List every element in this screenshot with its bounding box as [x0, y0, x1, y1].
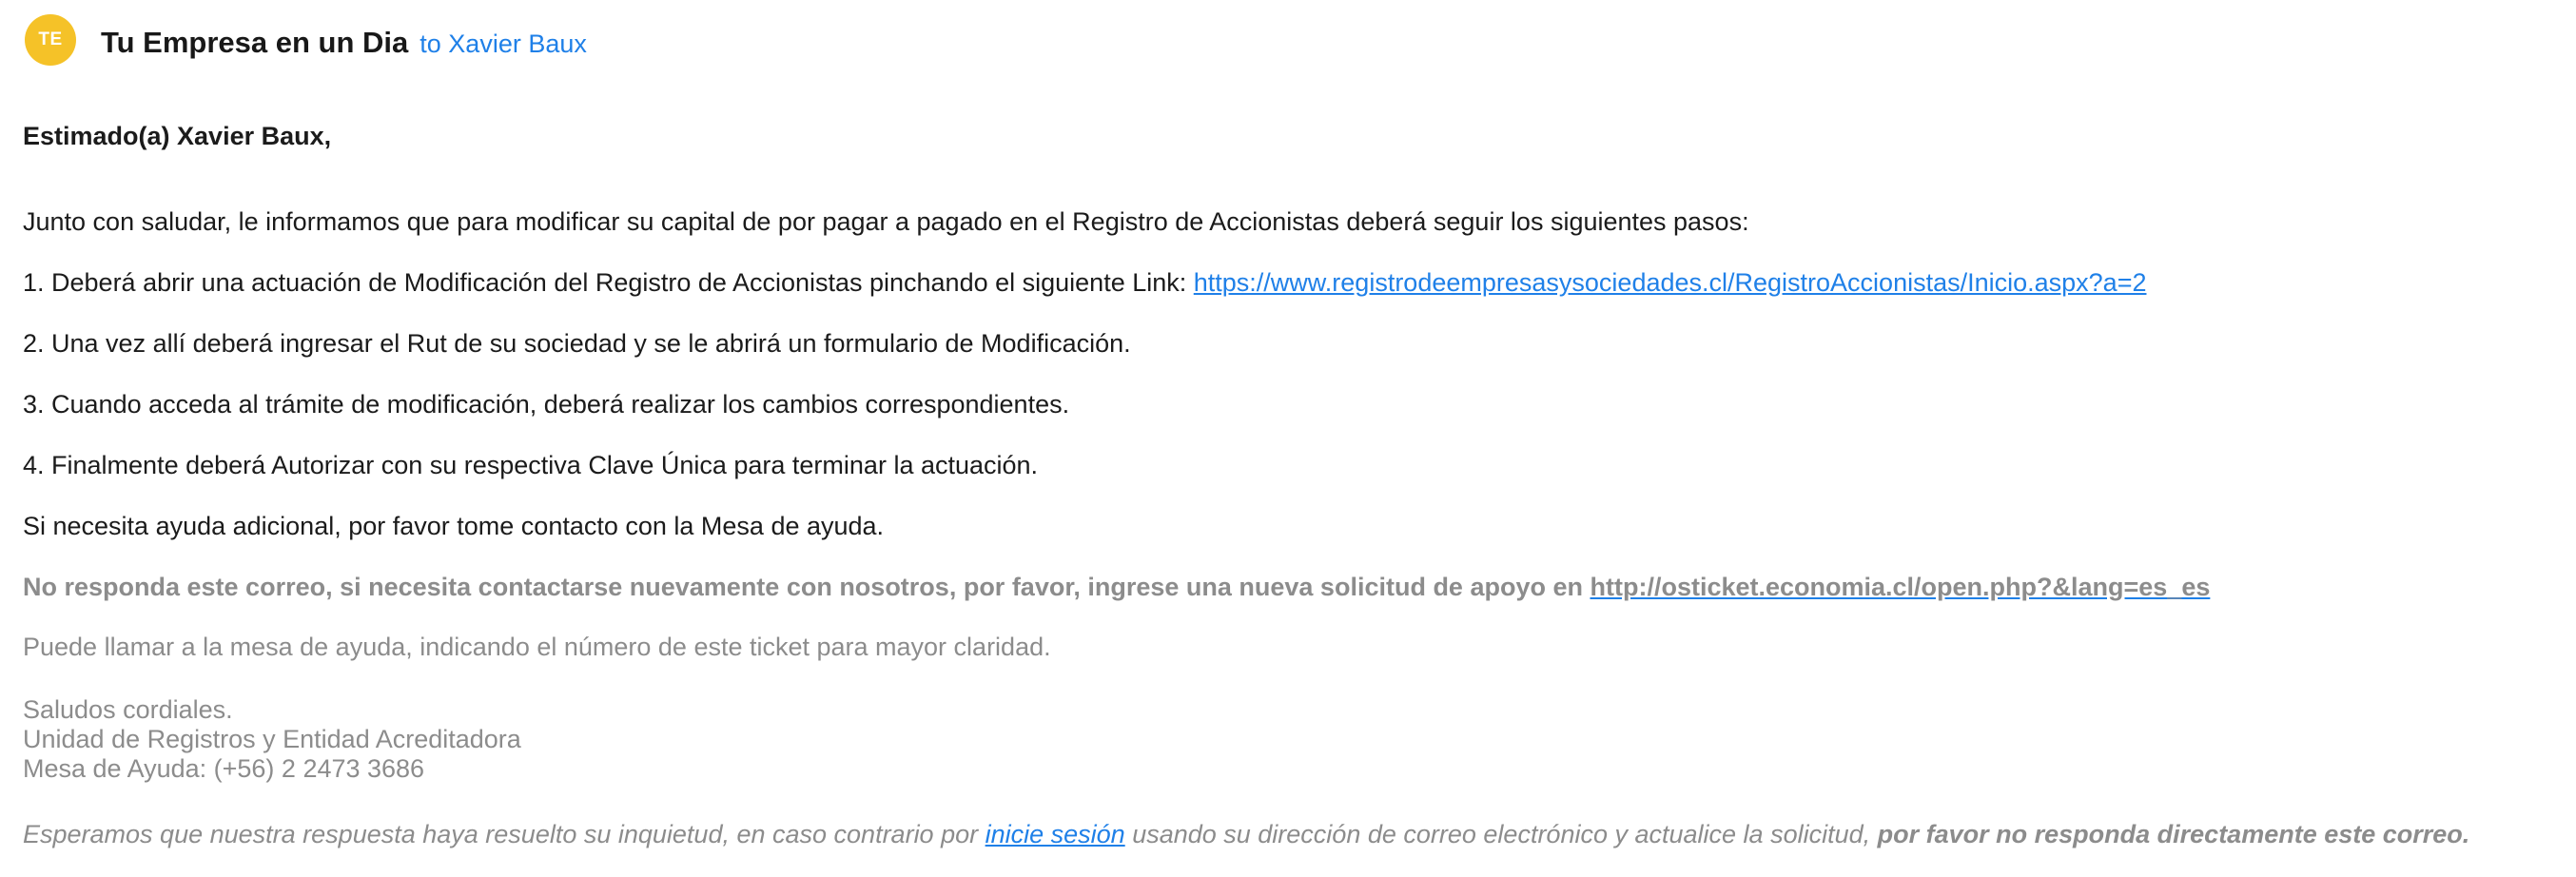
step-3: 3. Cuando acceda al trámite de modificación, deberá realizar los cambios correspondientes. — [23, 390, 1070, 419]
avatar-initials: TE — [38, 29, 63, 49]
sign-in-link[interactable]: inicie sesión — [985, 820, 1125, 848]
call-line: Puede llamar a la mesa de ayuda, indicando el número de este ticket para mayor claridad. — [23, 633, 1051, 661]
help-line: Si necesita ayuda adicional, por favor tome contacto con la Mesa de ayuda. — [23, 512, 885, 540]
registro-accionistas-link[interactable]: https://www.registrodeempresasysociedades.cl/RegistroAccionistas/Inicio.aspx?a=2 — [1193, 268, 2147, 297]
sender-name: Tu Empresa en un Dia — [101, 26, 409, 59]
recipient-link[interactable]: to Xavier Baux — [420, 29, 587, 58]
intro-paragraph: Junto con saludar, le informamos que para modificar su capital de por pagar a pagado en el Registro de Accionistas deberá seguir los siguientes pasos: — [23, 207, 1749, 236]
footer-text-1: Esperamos que nuestra respuesta haya resuelto su inquietud, en caso contrario por — [23, 820, 986, 848]
step-4: 4. Finalmente deberá Autorizar con su respectiva Clave Única para terminar la actuación. — [23, 451, 1039, 479]
no-reply-text: No responda este correo, si necesita contactarse nuevamente con nosotros, por favor, ingrese una nueva solicitud de apoyo en — [23, 573, 1590, 601]
footer-notice — [23, 820, 2469, 849]
footer-bold-warning: por favor no responda directamente este correo. — [1877, 820, 2470, 848]
signature-block — [23, 695, 521, 784]
step-1 — [23, 268, 2146, 298]
osticket-link[interactable]: http://osticket.economia.cl/open.php?&lang=es_es — [1590, 573, 2211, 601]
no-reply-notice — [23, 573, 2210, 602]
signature-line-unit: Unidad de Registros y Entidad Acreditadora — [23, 725, 521, 753]
signature-line-closing: Saludos cordiales. — [23, 695, 233, 724]
step-2: 2. Una vez allí deberá ingresar el Rut de su sociedad y se le abrirá un formulario de Modificación. — [23, 329, 1131, 358]
step-1-text: 1. Deberá abrir una actuación de Modificación del Registro de Accionistas pinchando el siguiente Link: — [23, 268, 1194, 297]
sender-avatar[interactable] — [25, 14, 76, 66]
signature-line-phone: Mesa de Ayuda: (+56) 2 2473 3686 — [23, 754, 425, 783]
footer-text-2: usando su dirección de correo electrónico y actualice la solicitud, — [1124, 820, 1878, 848]
header-text — [101, 26, 587, 60]
greeting-text: Estimado(a) Xavier Baux, — [23, 122, 332, 150]
